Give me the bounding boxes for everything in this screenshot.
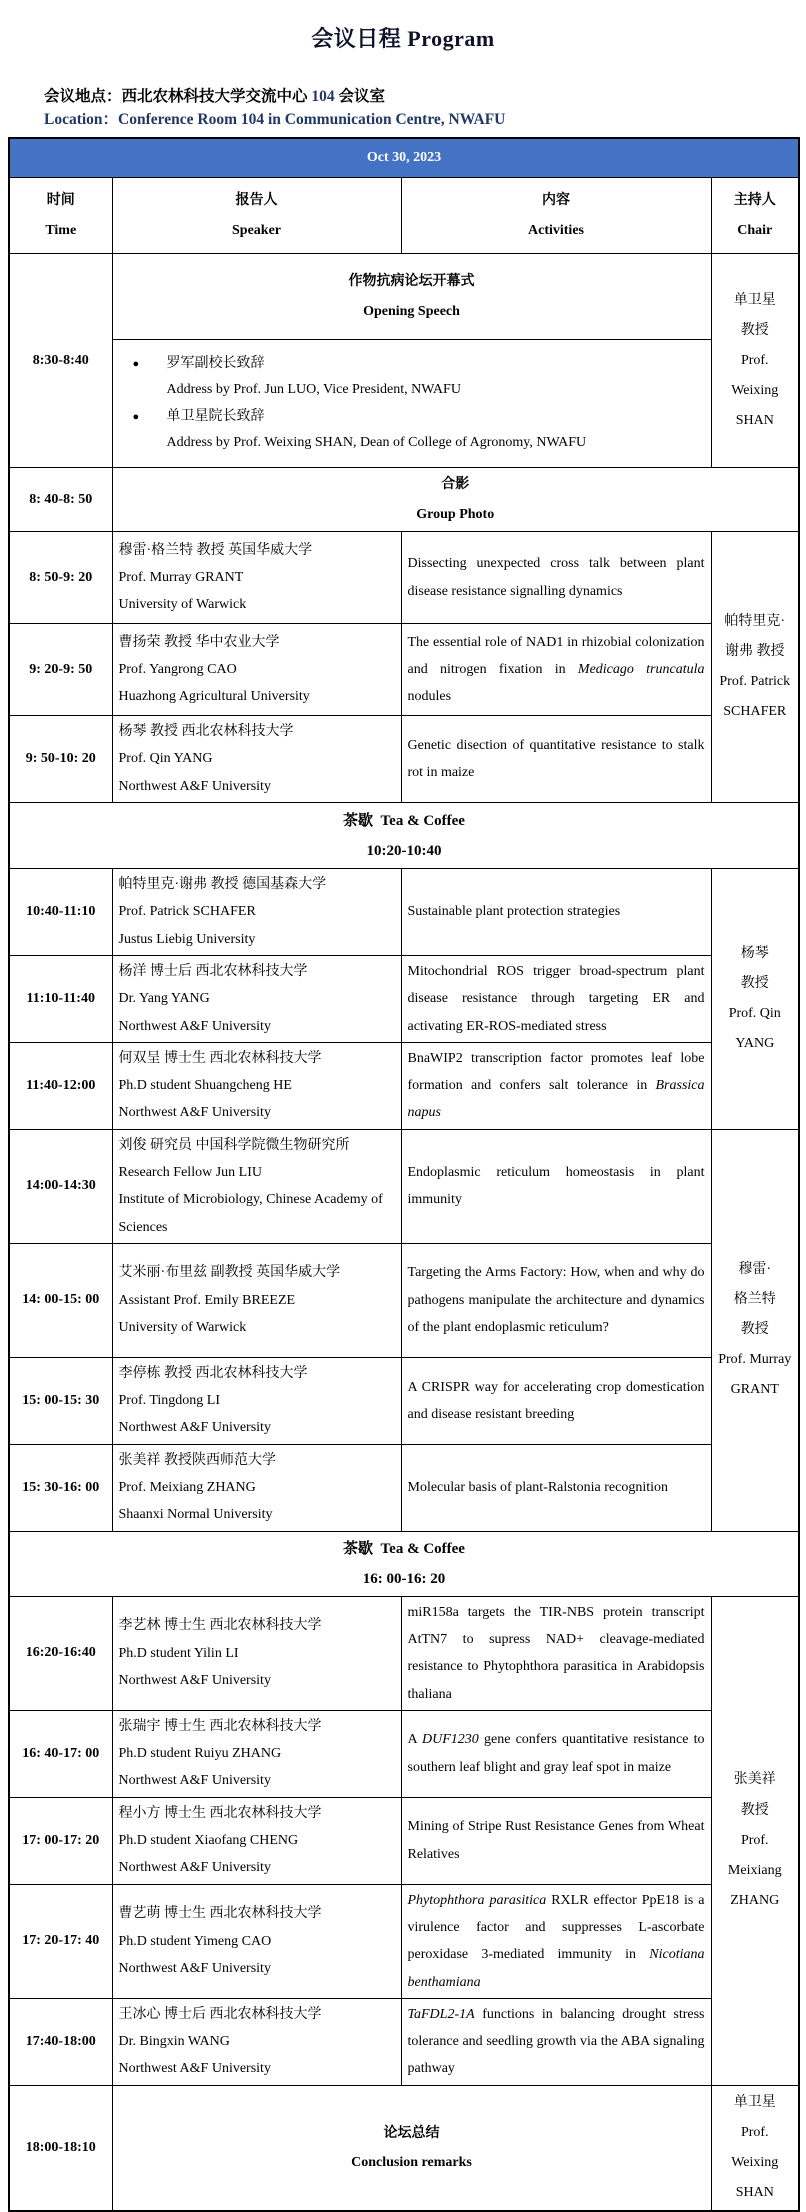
header-speaker: [112, 178, 401, 254]
date-banner: Oct 30, 2023: [9, 138, 799, 178]
talk-row: [9, 1710, 799, 1797]
talk-row: [9, 716, 799, 803]
group-photo-cn: 合影: [441, 477, 470, 493]
header-chair: [711, 178, 799, 254]
bullet-icon: ●: [132, 357, 140, 370]
talk-speaker: 穆雷·格兰特 教授 英国华威大学 Prof. Murray GRANT University of Warwick: [112, 532, 401, 624]
talk-time: 17: 20-17: 40: [9, 1884, 112, 1998]
session-chair: 杨琴 教授 Prof. Qin YANG: [711, 869, 799, 1130]
header-time: [9, 178, 112, 254]
talk-speaker: 艾米丽·布里兹 副教授 英国华威大学 Assistant Prof. Emily BREEZE University of Warwick: [112, 1243, 401, 1357]
talk-row: [9, 1243, 799, 1357]
talk-activity: miR158a targets the TIR-NBS protein transcript AtTN7 to supress NAD+ cleavage-mediated resistance to Phytophthora parasitica in Arabidopsis thaliana: [401, 1596, 711, 1710]
opening-title-row: [9, 254, 799, 340]
opening-item-1-cn: 罗军副校长致辞: [166, 355, 265, 371]
talk-speaker: 帕特里克·谢弗 教授 德国基森大学 Prof. Patrick SCHAFER Justus Liebig University: [112, 869, 401, 956]
talk-row: [9, 1444, 799, 1531]
header-time-en: Time: [45, 222, 77, 238]
program-table: [8, 137, 800, 2212]
talk-row: [9, 1797, 799, 1884]
talk-activity: Sustainable plant protection strategies: [401, 869, 711, 956]
opening-chair: 单卫星 教授 Prof. Weixing SHAN: [711, 254, 799, 468]
tea-break-row: [9, 803, 799, 869]
opening-items-row: [9, 340, 799, 468]
group-photo-title: [112, 468, 799, 532]
talk-activity: Mitochondrial ROS trigger broad-spectrum plant disease resistance through targeting ER and activating ER-ROS-mediated stress: [401, 955, 711, 1042]
conclusion-title: [112, 2085, 711, 2211]
talk-time: 9: 20-9: 50: [9, 624, 112, 716]
tea-break-1-cn: 茶歇: [343, 812, 374, 829]
talk-speaker: 何双呈 博士生 西北农林科技大学 Ph.D student Shuangcheng HE Northwest A&F University: [112, 1042, 401, 1129]
talk-speaker: 张瑞宇 博士生 西北农林科技大学 Ph.D student Ruiyu ZHANG Northwest A&F University: [112, 1710, 401, 1797]
talk-activity: The essential role of NAD1 in rhizobial colonization and nitrogen fixation in Medicago truncatula nodules: [401, 624, 711, 716]
tea-break-2-cn: 茶歇: [343, 1540, 374, 1557]
header-activities-en: Activities: [528, 222, 584, 238]
header-chair-cn: 主持人: [733, 193, 776, 209]
talk-activity: Mining of Stripe Rust Resistance Genes from Wheat Relatives: [401, 1797, 711, 1884]
talk-activity: Molecular basis of plant-Ralstonia recognition: [401, 1444, 711, 1531]
talk-row: [9, 1998, 799, 2085]
conclusion-row: [9, 2085, 799, 2211]
talk-time: 15: 00-15: 30: [9, 1357, 112, 1444]
talk-time: 16:20-16:40: [9, 1596, 112, 1710]
talk-time: 10:40-11:10: [9, 869, 112, 956]
talk-time: 15: 30-16: 00: [9, 1444, 112, 1531]
location-block: [44, 87, 806, 131]
talk-time: 11:10-11:40: [9, 955, 112, 1042]
page-title: 会议日程 Program: [311, 26, 495, 51]
opening-items: [112, 340, 711, 468]
talk-time: 11:40-12:00: [9, 1042, 112, 1129]
talk-time: 16: 40-17: 00: [9, 1710, 112, 1797]
header-activities: [401, 178, 711, 254]
opening-item-2-cn: 单卫星院长致辞: [166, 408, 265, 424]
talk-activity: BnaWIP2 transcription factor promotes leaf lobe formation and confers salt tolerance in Brassica napus: [401, 1042, 711, 1129]
talk-speaker: 曹艺萌 博士生 西北农林科技大学 Ph.D student Yimeng CAO Northwest A&F University: [112, 1884, 401, 1998]
talk-row: [9, 869, 799, 956]
talk-activity: A DUF1230 gene confers quantitative resistance to southern leaf blight and gray leaf spot in maize: [401, 1710, 711, 1797]
date-banner-row: [9, 138, 799, 178]
session-chair: 穆雷· 格兰特 教授 Prof. Murray GRANT: [711, 1129, 799, 1531]
talk-row: [9, 1884, 799, 1998]
tea-break-1-title: [16, 806, 792, 836]
talk-row: [9, 1357, 799, 1444]
talk-activity: Endoplasmic reticulum homeostasis in plant immunity: [401, 1129, 711, 1243]
tea-break-2-en: Tea & Coffee: [380, 1540, 465, 1557]
talk-activity: Phytophthora parasitica RXLR effector PpE18 is a virulence factor and suppresses L-ascorbate peroxidase 3-mediated immunity in Nicotiana benthamiana: [401, 1884, 711, 1998]
talk-speaker: 杨洋 博士后 西北农林科技大学 Dr. Yang YANG Northwest A&F University: [112, 955, 401, 1042]
session-chair: 帕特里克· 谢弗 教授 Prof. Patrick SCHAFER: [711, 532, 799, 803]
conclusion-title-en: Conclusion remarks: [351, 2154, 472, 2170]
talk-time: 9: 50-10: 20: [9, 716, 112, 803]
talk-row: [9, 955, 799, 1042]
talk-speaker: 张美祥 教授陕西师范大学 Prof. Meixiang ZHANG Shaanxi Normal University: [112, 1444, 401, 1531]
column-header-row: [9, 178, 799, 254]
talk-time: 17:40-18:00: [9, 1998, 112, 2085]
header-activities-cn: 内容: [542, 193, 570, 209]
talk-speaker: 程小方 博士生 西北农林科技大学 Ph.D student Xiaofang CHENG Northwest A&F University: [112, 1797, 401, 1884]
opening-title-en: Opening Speech: [363, 303, 460, 319]
opening-title-cn: 作物抗病论坛开幕式: [348, 274, 475, 290]
opening-item-1: [119, 351, 705, 378]
conclusion-time: 18:00-18:10: [9, 2085, 112, 2211]
header-time-cn: 时间: [46, 193, 75, 209]
bullet-icon: ●: [132, 410, 140, 423]
talk-activity: Dissecting unexpected cross talk between plant disease resistance signalling dynamics: [401, 532, 711, 624]
talk-row: [9, 532, 799, 624]
session-chair: 张美祥 教授 Prof. Meixiang ZHANG: [711, 1596, 799, 2085]
talk-row: [9, 1129, 799, 1243]
talk-activity: Targeting the Arms Factory: How, when and why do pathogens manipulate the architecture and dynamics of the plant endoplasmic reticulum?: [401, 1243, 711, 1357]
talk-speaker: 王冰心 博士后 西北农林科技大学 Dr. Bingxin WANG Northwest A&F University: [112, 1998, 401, 2085]
talk-activity: TaFDL2-1A functions in balancing drought stress tolerance and seedling growth via the ABA signaling pathway: [401, 1998, 711, 2085]
talk-row: [9, 624, 799, 716]
tea-break-row: [9, 1531, 799, 1596]
talk-row: [9, 1042, 799, 1129]
talk-speaker: 李停栋 教授 西北农林科技大学 Prof. Tingdong LI Northwest A&F University: [112, 1357, 401, 1444]
tea-break-1-time: 10:20-10:40: [366, 842, 442, 859]
conclusion-title-cn: 论坛总结: [383, 2125, 440, 2141]
tea-break-2: [9, 1531, 799, 1596]
talk-time: 14:00-14:30: [9, 1129, 112, 1243]
header-speaker-cn: 报告人: [235, 193, 278, 209]
location-line-cn: 会议地点：西北农林科技大学交流中心 104 会议室: [44, 88, 386, 105]
talk-time: 17: 00-17: 20: [9, 1797, 112, 1884]
group-photo-row: [9, 468, 799, 532]
tea-break-2-time: 16: 00-16: 20: [362, 1570, 446, 1587]
talk-activity: A CRISPR way for accelerating crop domestication and disease resistant breeding: [401, 1357, 711, 1444]
header-speaker-en: Speaker: [232, 222, 281, 238]
opening-item-1-en: Address by Prof. Jun LUO, Vice President, NWAFU: [166, 382, 461, 398]
talk-speaker: 刘俊 研究员 中国科学院微生物研究所 Research Fellow Jun LIU Institute of Microbiology, Chinese Academy of Sciences: [112, 1129, 401, 1243]
location-line-en: Location：Conference Room 104 in Communication Centre, NWAFU: [44, 110, 506, 128]
talk-time: 8: 50-9: 20: [9, 532, 112, 624]
opening-item-2: [119, 404, 705, 431]
opening-title: [112, 254, 711, 340]
tea-break-2-title: [16, 1534, 792, 1564]
group-photo-en: Group Photo: [416, 506, 495, 522]
opening-time: 8:30-8:40: [9, 254, 112, 468]
opening-item-2-en: Address by Prof. Weixing SHAN, Dean of College of Agronomy, NWAFU: [166, 435, 587, 451]
group-photo-time: 8: 40-8: 50: [9, 468, 112, 532]
talk-speaker: 曹扬荣 教授 华中农业大学 Prof. Yangrong CAO Huazhong Agricultural University: [112, 624, 401, 716]
header-chair-en: Chair: [737, 222, 773, 238]
talk-speaker: 李艺林 博士生 西北农林科技大学 Ph.D student Yilin LI Northwest A&F University: [112, 1596, 401, 1710]
tea-break-1-en: Tea & Coffee: [380, 812, 465, 829]
conclusion-chair: 单卫星 Prof. Weixing SHAN: [711, 2085, 799, 2211]
talk-activity: Genetic disection of quantitative resistance to stalk rot in maize: [401, 716, 711, 803]
talk-time: 14: 00-15: 00: [9, 1243, 112, 1357]
talk-speaker: 杨琴 教授 西北农林科技大学 Prof. Qin YANG Northwest A&F University: [112, 716, 401, 803]
tea-break-1: [9, 803, 799, 869]
talk-row: [9, 1596, 799, 1710]
